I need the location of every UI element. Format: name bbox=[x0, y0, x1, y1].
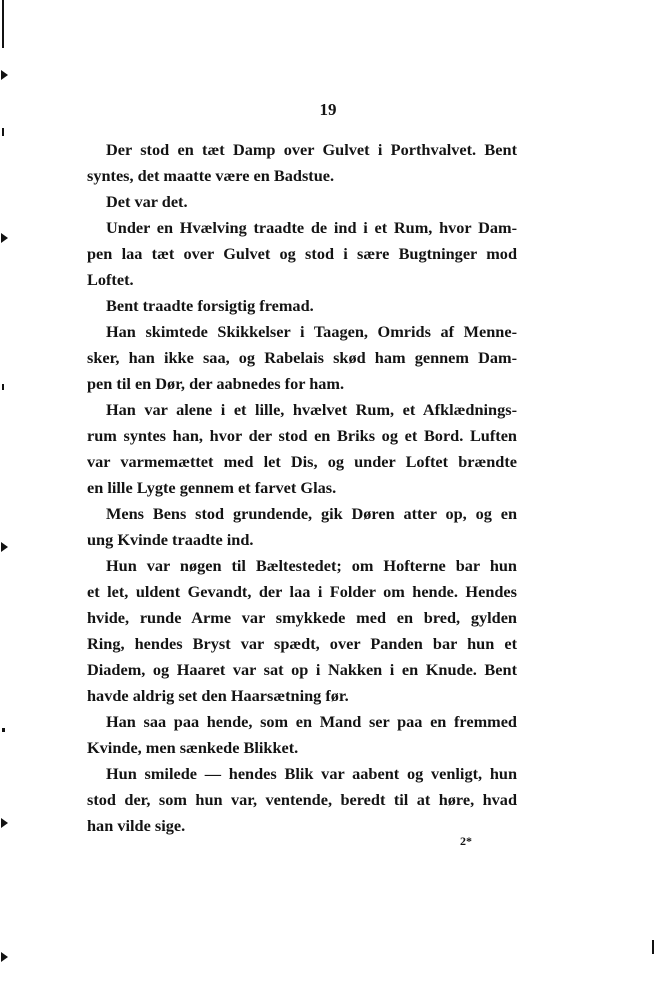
text-line: Mens Bens stod grundende, gik Døren atter op, og en bbox=[106, 504, 517, 523]
text-line: hvide, runde Arme var smykkede med en bred, gylden bbox=[87, 608, 517, 627]
text-line: stod der, som hun var, ventende, beredt til at høre, hvad bbox=[87, 790, 517, 809]
text-line: ung Kvinde traadte ind. bbox=[87, 530, 254, 549]
text-line: Hun var nøgen til Bæltestedet; om Hofterne bar hun bbox=[106, 556, 517, 575]
text-line: Loftet. bbox=[87, 270, 134, 289]
binding-tick-3 bbox=[2, 728, 5, 732]
text-line: han vilde sige. bbox=[87, 816, 186, 835]
text-line: Han skimtede Skikkelser i Taagen, Omrids af Menne- bbox=[106, 322, 517, 341]
text-line: en lille Lygte gennem et farvet Glas. bbox=[87, 478, 337, 497]
signature-mark: 2* bbox=[460, 834, 472, 848]
binding-mark-1 bbox=[1, 70, 8, 80]
binding-mark-5 bbox=[1, 952, 8, 962]
text-line: havde aldrig set den Haarsætning før. bbox=[87, 686, 349, 705]
binding-edge-line bbox=[2, 0, 4, 48]
right-edge-mark bbox=[652, 940, 654, 954]
binding-mark-3 bbox=[1, 542, 8, 552]
text-line: Det var det. bbox=[106, 192, 188, 211]
text-line: et let, uldent Gevandt, der laa i Folder om hende. Hendes bbox=[87, 582, 517, 601]
text-line: Hun smilede — hendes Blik var aabent og venligt, hun bbox=[106, 764, 517, 783]
text-line: Der stod en tæt Damp over Gulvet i Porthvalvet. Bent bbox=[106, 140, 517, 159]
text-line: Under en Hvælving traadte de ind i et Rum, hvor Dam- bbox=[106, 218, 517, 237]
text-line: Diadem, og Haaret var sat op i Nakken i en Knude. Bent bbox=[87, 660, 517, 679]
text-line: Bent traadte forsigtig fremad. bbox=[106, 296, 314, 315]
page-number: 19 bbox=[319, 100, 337, 119]
text-line: Han var alene i et lille, hvælvet Rum, et Afklædnings- bbox=[106, 400, 517, 419]
text-line: var varmemættet med let Dis, og under Loftet brændte bbox=[87, 452, 517, 471]
text-line: Kvinde, men sænkede Blikket. bbox=[87, 738, 299, 757]
body-text bbox=[87, 137, 517, 839]
binding-mark-2 bbox=[1, 233, 8, 243]
text-line: pen til en Dør, der aabnedes for ham. bbox=[87, 374, 345, 393]
binding-tick-2 bbox=[2, 384, 4, 390]
binding-tick-1 bbox=[2, 128, 4, 136]
text-line: syntes, det maatte være en Badstue. bbox=[87, 166, 335, 185]
text-line: pen laa tæt over Gulvet og stod i sære Bugtninger mod bbox=[87, 244, 517, 263]
text-line: rum syntes han, hvor der stod en Briks og et Bord. Luften bbox=[87, 426, 517, 445]
text-line: Ring, hendes Bryst var spædt, over Panden bar hun et bbox=[87, 634, 517, 653]
binding-mark-4 bbox=[1, 818, 8, 828]
text-line: Han saa paa hende, som en Mand ser paa en fremmed bbox=[106, 712, 517, 731]
text-line: sker, han ikke saa, og Rabelais skød ham gennem Dam- bbox=[87, 348, 517, 367]
